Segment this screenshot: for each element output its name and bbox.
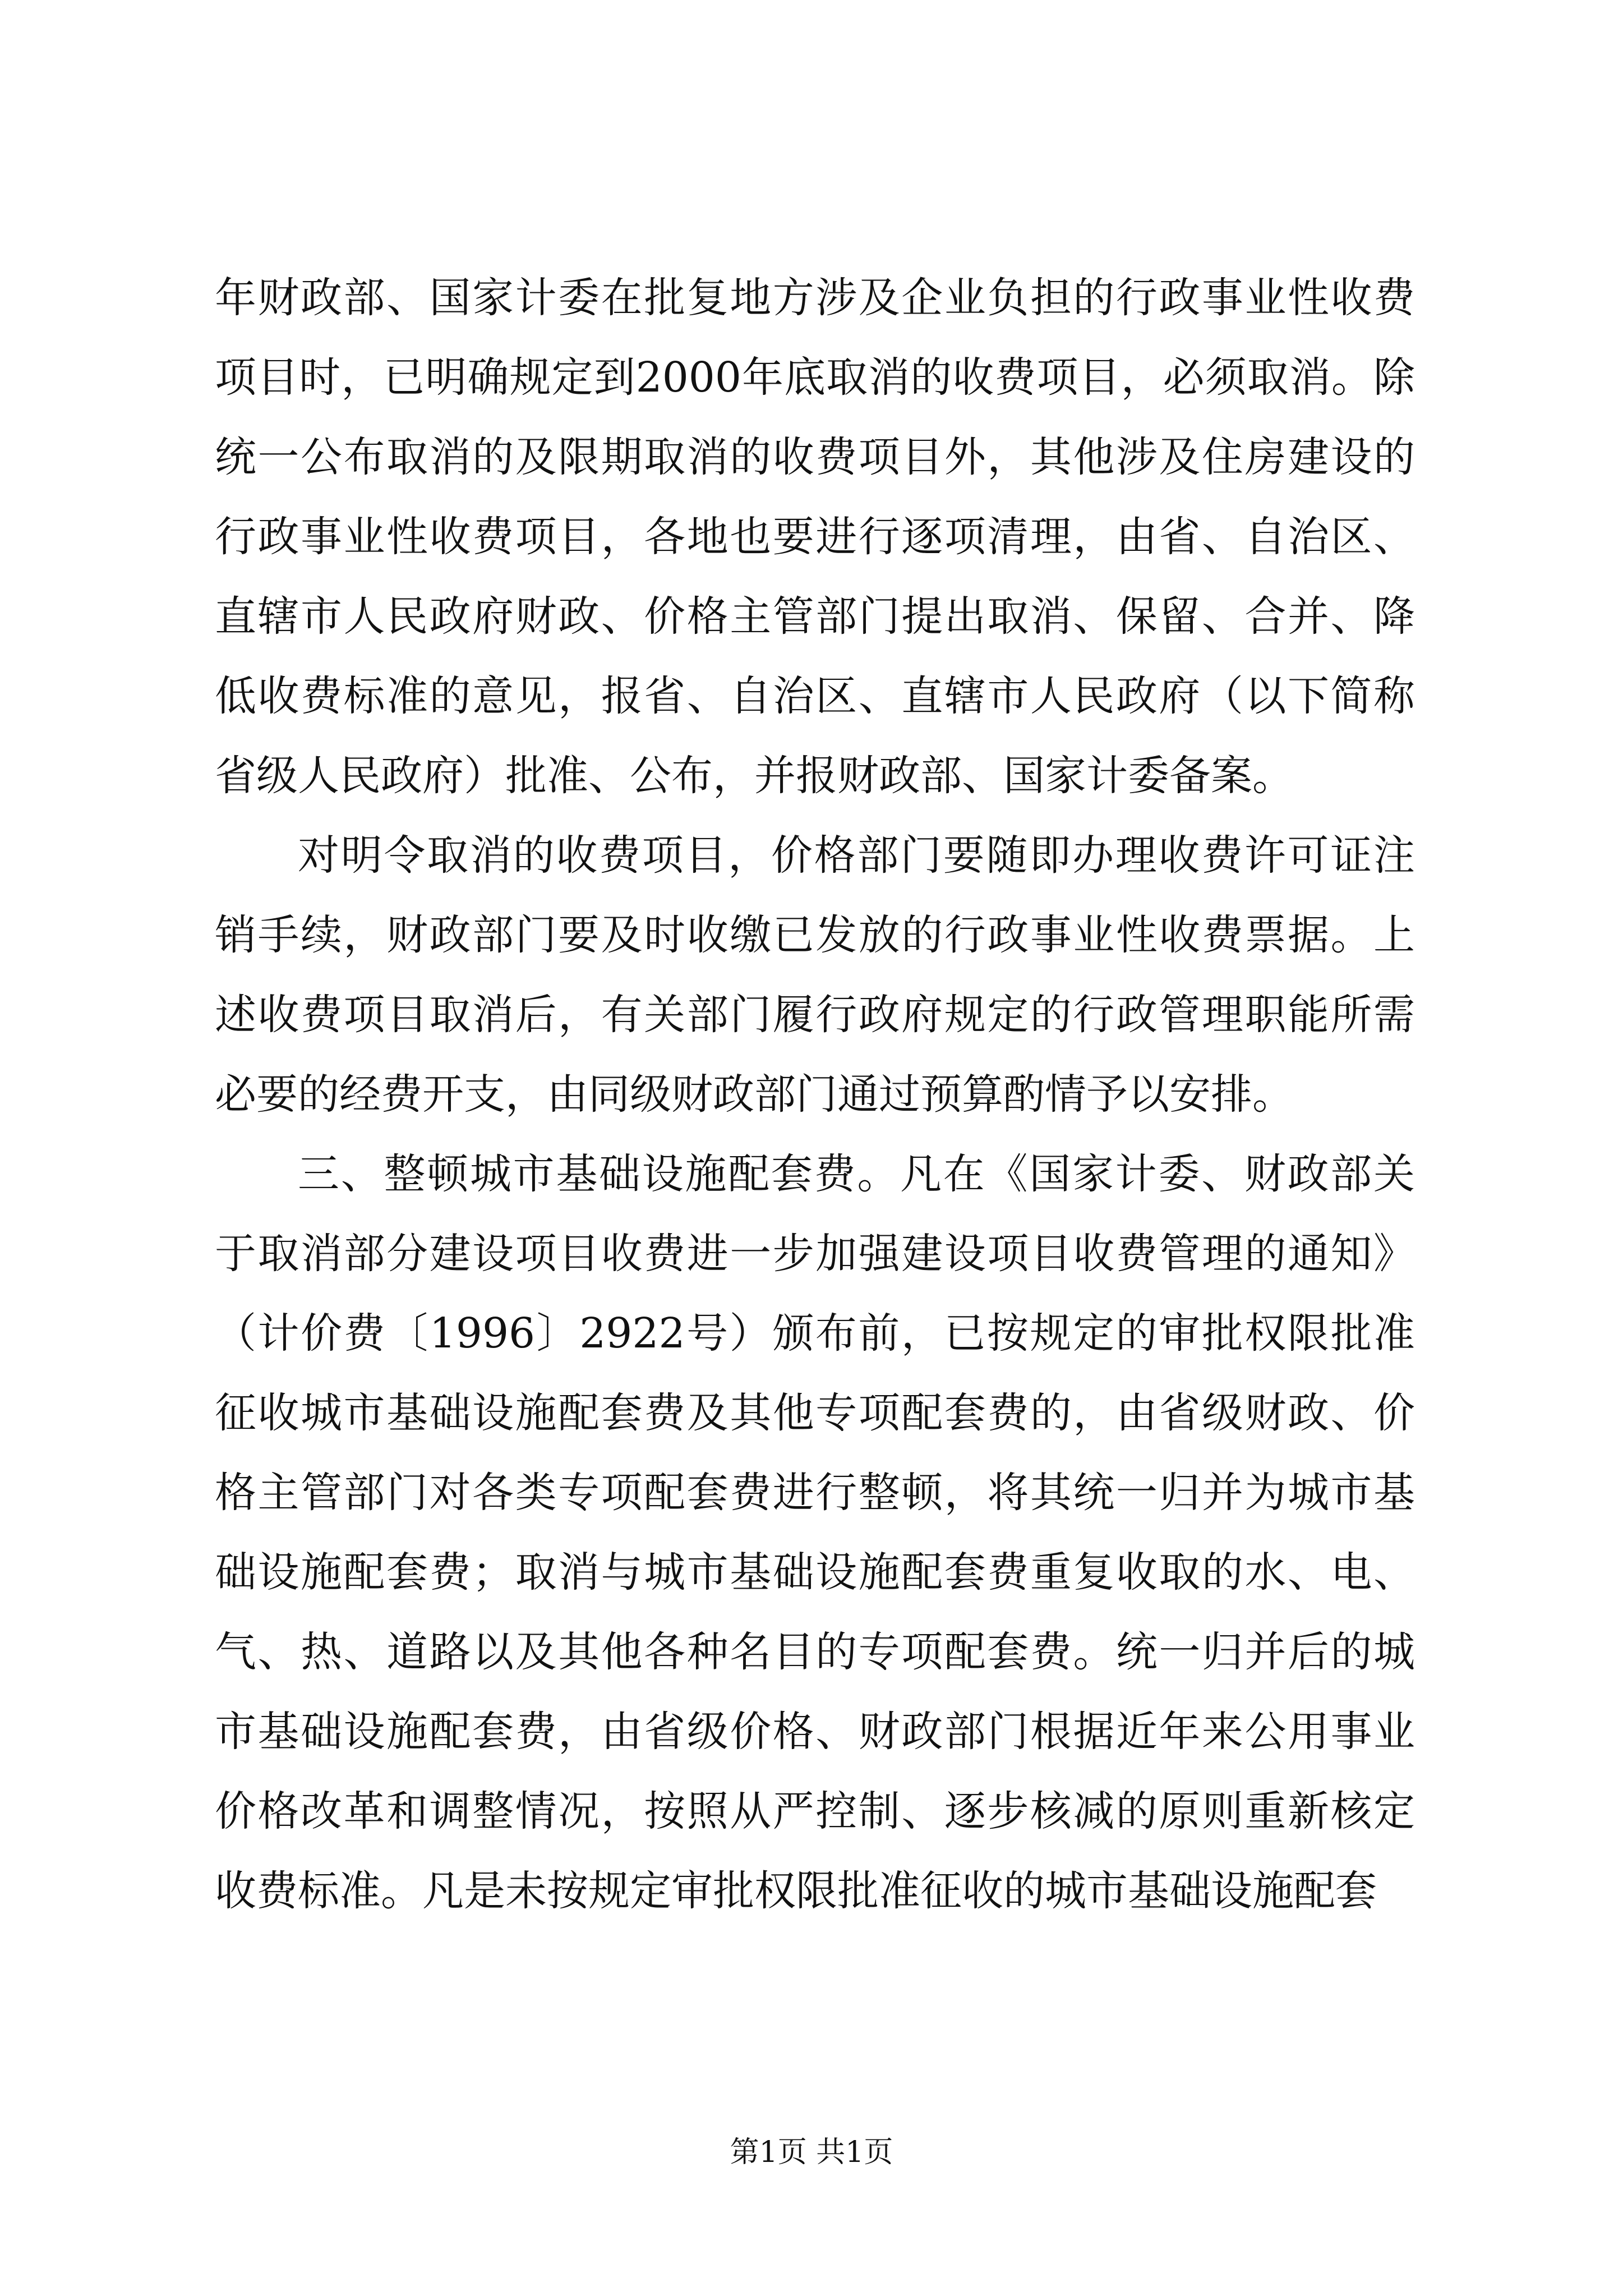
paragraph-2: 对明令取消的收费项目，价格部门要随即办理收费许可证注销手续，财政部门要及时收缴已发放的行政事业性收费票据。上述收费项目取消后，有关部门履行政府规定的行政管理职能所需必要的经费开支，由同级财政部门通过预算酌情予以安排。 [215,831,1415,1119]
paragraph-1: 年财政部、国家计委在批复地方涉及企业负担的行政事业性收费项目时，已明确规定到2000年底取消的收费项目，必须取消。除统一公布取消的及限期取消的收费项目外，其他涉及住房建设的行政事业性收费项目，各地也要进行逐项清理，由省、自治区、直辖市人民政府财政、价格主管部门提出取消、保留、合并、降低收费标准的意见，报省、自治区、直辖市人民政府（以下简称省级人民政府）批准、公布，并报财政部、国家计委备案。 [215,274,1415,800]
page-footer: 第1页 共1页 [730,2136,893,2169]
paragraph-3: 三、整顿城市基础设施配套费。凡在《国家计委、财政部关于取消部分建设项目收费进一步加强建设项目收费管理的通知》（计价费〔1996〕2922号）颁布前，已按规定的审批权限批准征收城市基础设施配套费及其他专项配套费的，由省级财政、价格主管部门对各类专项配套费进行整顿，将其统一归并为城市基础设施配套费；取消与城市基础设施配套费重复收取的水、电、气、热、道路以及其他各种名目的专项配套费。统一归并后的城市基础设施配套费，由省级价格、财政部门根据近年来公用事业价格改革和调整情况，按照从严控制、逐步核减的原则重新核定收费标准。凡是未按规定审批权限批准征收的城市基础设施配套 [215,1150,1415,1915]
document-body [215,258,1415,1931]
